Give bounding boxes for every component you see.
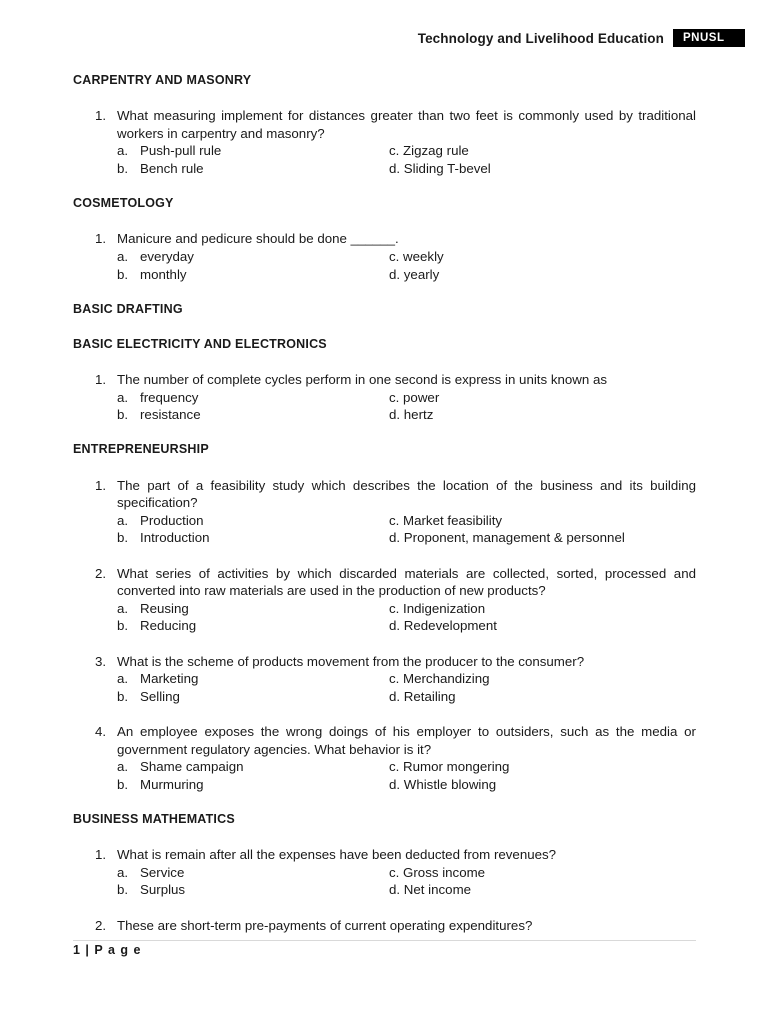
choice-right: d. Whistle blowing [389, 776, 497, 792]
choice-row [117, 758, 696, 776]
choice-letter: b. [117, 776, 129, 792]
choice-row [117, 248, 696, 266]
footer-divider [73, 940, 696, 941]
choice-left [117, 881, 389, 899]
choice-row [117, 529, 696, 547]
answer-choices [117, 670, 696, 705]
section [73, 441, 696, 793]
choice-letter: b. [117, 160, 129, 176]
question-number: 1. [95, 847, 107, 863]
question-number: 2. [95, 917, 107, 933]
choice-letter: a. [117, 389, 129, 405]
question-stem [73, 477, 696, 512]
choice-left [117, 776, 389, 794]
choice-left [117, 670, 389, 688]
question [73, 230, 696, 283]
header-title: Technology and Livelihood Education [417, 30, 664, 46]
answer-choices [117, 600, 696, 635]
section [73, 195, 696, 283]
question-text: What measuring implement for distances greater than two feet is commonly used by traditional workers in carpentry and masonry? [117, 108, 696, 141]
choice-letter: b. [117, 618, 129, 634]
choice-text: Reusing [140, 600, 189, 616]
choice-left [117, 529, 389, 547]
choice-left [117, 248, 389, 266]
choice-left [117, 406, 389, 424]
answer-choices [117, 389, 696, 424]
question [73, 565, 696, 635]
choice-text: Shame campaign [140, 759, 244, 775]
choice-text: Reducing [140, 618, 197, 634]
choice-text: Murmuring [140, 776, 204, 792]
choice-right: c. power [389, 389, 440, 405]
choice-row [117, 881, 696, 899]
question [73, 917, 696, 935]
choice-right: c. Gross income [389, 864, 486, 880]
question [73, 477, 696, 547]
question [73, 723, 696, 793]
choice-right: d. Redevelopment [389, 618, 497, 634]
choice-text: Service [140, 864, 185, 880]
answer-choices [117, 512, 696, 547]
choice-row [117, 688, 696, 706]
section [73, 301, 696, 319]
question-stem [73, 565, 696, 600]
question-text: An employee exposes the wrong doings of his employer to outsiders, such as the media or government regulatory agencies. What behavior is it? [117, 723, 696, 757]
choice-text: Surplus [140, 882, 186, 898]
question-text: What series of activities by which discarded materials are collected, sorted, processed and converted into raw materials are used in the production of new products? [117, 565, 696, 599]
choice-letter: b. [117, 530, 129, 546]
question-number: 4. [95, 723, 107, 739]
choice-right: c. Market feasibility [389, 512, 503, 528]
choice-text: Selling [140, 688, 180, 704]
choice-letter: a. [117, 864, 129, 880]
question-text: Manicure and pedicure should be done ______. [117, 231, 399, 247]
question-number: 1. [95, 108, 107, 124]
section-title: COSMETOLOGY [73, 196, 174, 211]
choice-row [117, 160, 696, 178]
question [73, 846, 696, 899]
question-text: What is the scheme of products movement from the producer to the consumer? [117, 653, 585, 669]
choice-letter: b. [117, 882, 129, 898]
choice-text: frequency [140, 389, 199, 405]
choice-right: c. Indigenization [389, 600, 486, 616]
section-title: ENTREPRENEURSHIP [73, 442, 209, 457]
choice-right: d. Retailing [389, 688, 456, 704]
answer-choices [117, 142, 696, 177]
question-text: The part of a feasibility study which describes the location of the business and its building specification? [117, 477, 696, 511]
choice-letter: a. [117, 143, 129, 159]
choice-left [117, 160, 389, 178]
question-text: The number of complete cycles perform in one second is express in units known as [117, 372, 608, 388]
section [73, 811, 696, 934]
choice-left [117, 142, 389, 160]
choice-row [117, 776, 696, 794]
section-title: CARPENTRY AND MASONRY [73, 73, 252, 87]
choice-letter: b. [117, 407, 129, 423]
choice-left [117, 758, 389, 776]
page-number: 1 | P a g e [73, 943, 142, 957]
question-stem [73, 230, 696, 248]
choice-right: d. yearly [389, 266, 440, 282]
choice-text: everyday [140, 248, 194, 264]
question-stem [73, 917, 696, 935]
answer-choices [117, 758, 696, 793]
question-text: What is remain after all the expenses have been deducted from revenues? [117, 847, 557, 863]
choice-right: c. Zigzag rule [389, 143, 469, 159]
choice-left [117, 512, 389, 530]
choice-left [117, 688, 389, 706]
choice-left [117, 864, 389, 882]
section-title: BUSINESS MATHEMATICS [73, 811, 235, 826]
choice-row [117, 266, 696, 284]
choice-right: c. Merchandizing [389, 671, 490, 687]
question-text: These are short-term pre-payments of current operating expenditures? [117, 917, 533, 933]
section-title: BASIC DRAFTING [73, 301, 183, 316]
question-number: 1. [95, 231, 107, 247]
question-number: 1. [95, 477, 107, 493]
choice-letter: a. [117, 248, 129, 264]
choice-right: c. weekly [389, 248, 444, 264]
choice-right: c. Rumor mongering [389, 759, 510, 775]
header-badge: PNUSL [673, 29, 745, 47]
choice-right: d. Proponent, management & personnel [389, 530, 625, 546]
question [73, 107, 696, 177]
section [73, 72, 696, 178]
choice-text: Production [140, 512, 204, 528]
section [73, 336, 696, 424]
choice-right: d. Sliding T-bevel [389, 160, 491, 176]
page-header [418, 29, 745, 47]
question-number: 3. [95, 653, 107, 669]
choice-right: d. Net income [389, 882, 472, 898]
choice-letter: a. [117, 512, 129, 528]
answer-choices [117, 248, 696, 283]
choice-right: d. hertz [389, 407, 434, 423]
choice-text: Push-pull rule [140, 143, 222, 159]
question-stem [73, 846, 696, 864]
choice-letter: b. [117, 266, 129, 282]
question-number: 1. [95, 372, 107, 388]
choice-row [117, 512, 696, 530]
choice-row [117, 600, 696, 618]
document-body [73, 72, 696, 952]
question-number: 2. [95, 565, 107, 581]
choice-row [117, 670, 696, 688]
choice-row [117, 142, 696, 160]
choice-letter: a. [117, 671, 129, 687]
choice-letter: a. [117, 600, 129, 616]
question-stem [73, 653, 696, 671]
question-stem [73, 107, 696, 142]
choice-row [117, 406, 696, 424]
choice-letter: a. [117, 759, 129, 775]
choice-left [117, 389, 389, 407]
question [73, 371, 696, 424]
choice-text: Marketing [140, 671, 199, 687]
question-stem [73, 371, 696, 389]
choice-row [117, 864, 696, 882]
choice-left [117, 266, 389, 284]
question-stem [73, 723, 696, 758]
choice-left [117, 617, 389, 635]
section-title: BASIC ELECTRICITY AND ELECTRONICS [73, 336, 327, 351]
choice-text: Bench rule [140, 160, 204, 176]
choice-row [117, 389, 696, 407]
choice-text: Introduction [140, 530, 210, 546]
choice-text: monthly [140, 266, 187, 282]
choice-letter: b. [117, 688, 129, 704]
answer-choices [117, 864, 696, 899]
choice-text: resistance [140, 407, 201, 423]
question [73, 653, 696, 706]
choice-left [117, 600, 389, 618]
choice-row [117, 617, 696, 635]
